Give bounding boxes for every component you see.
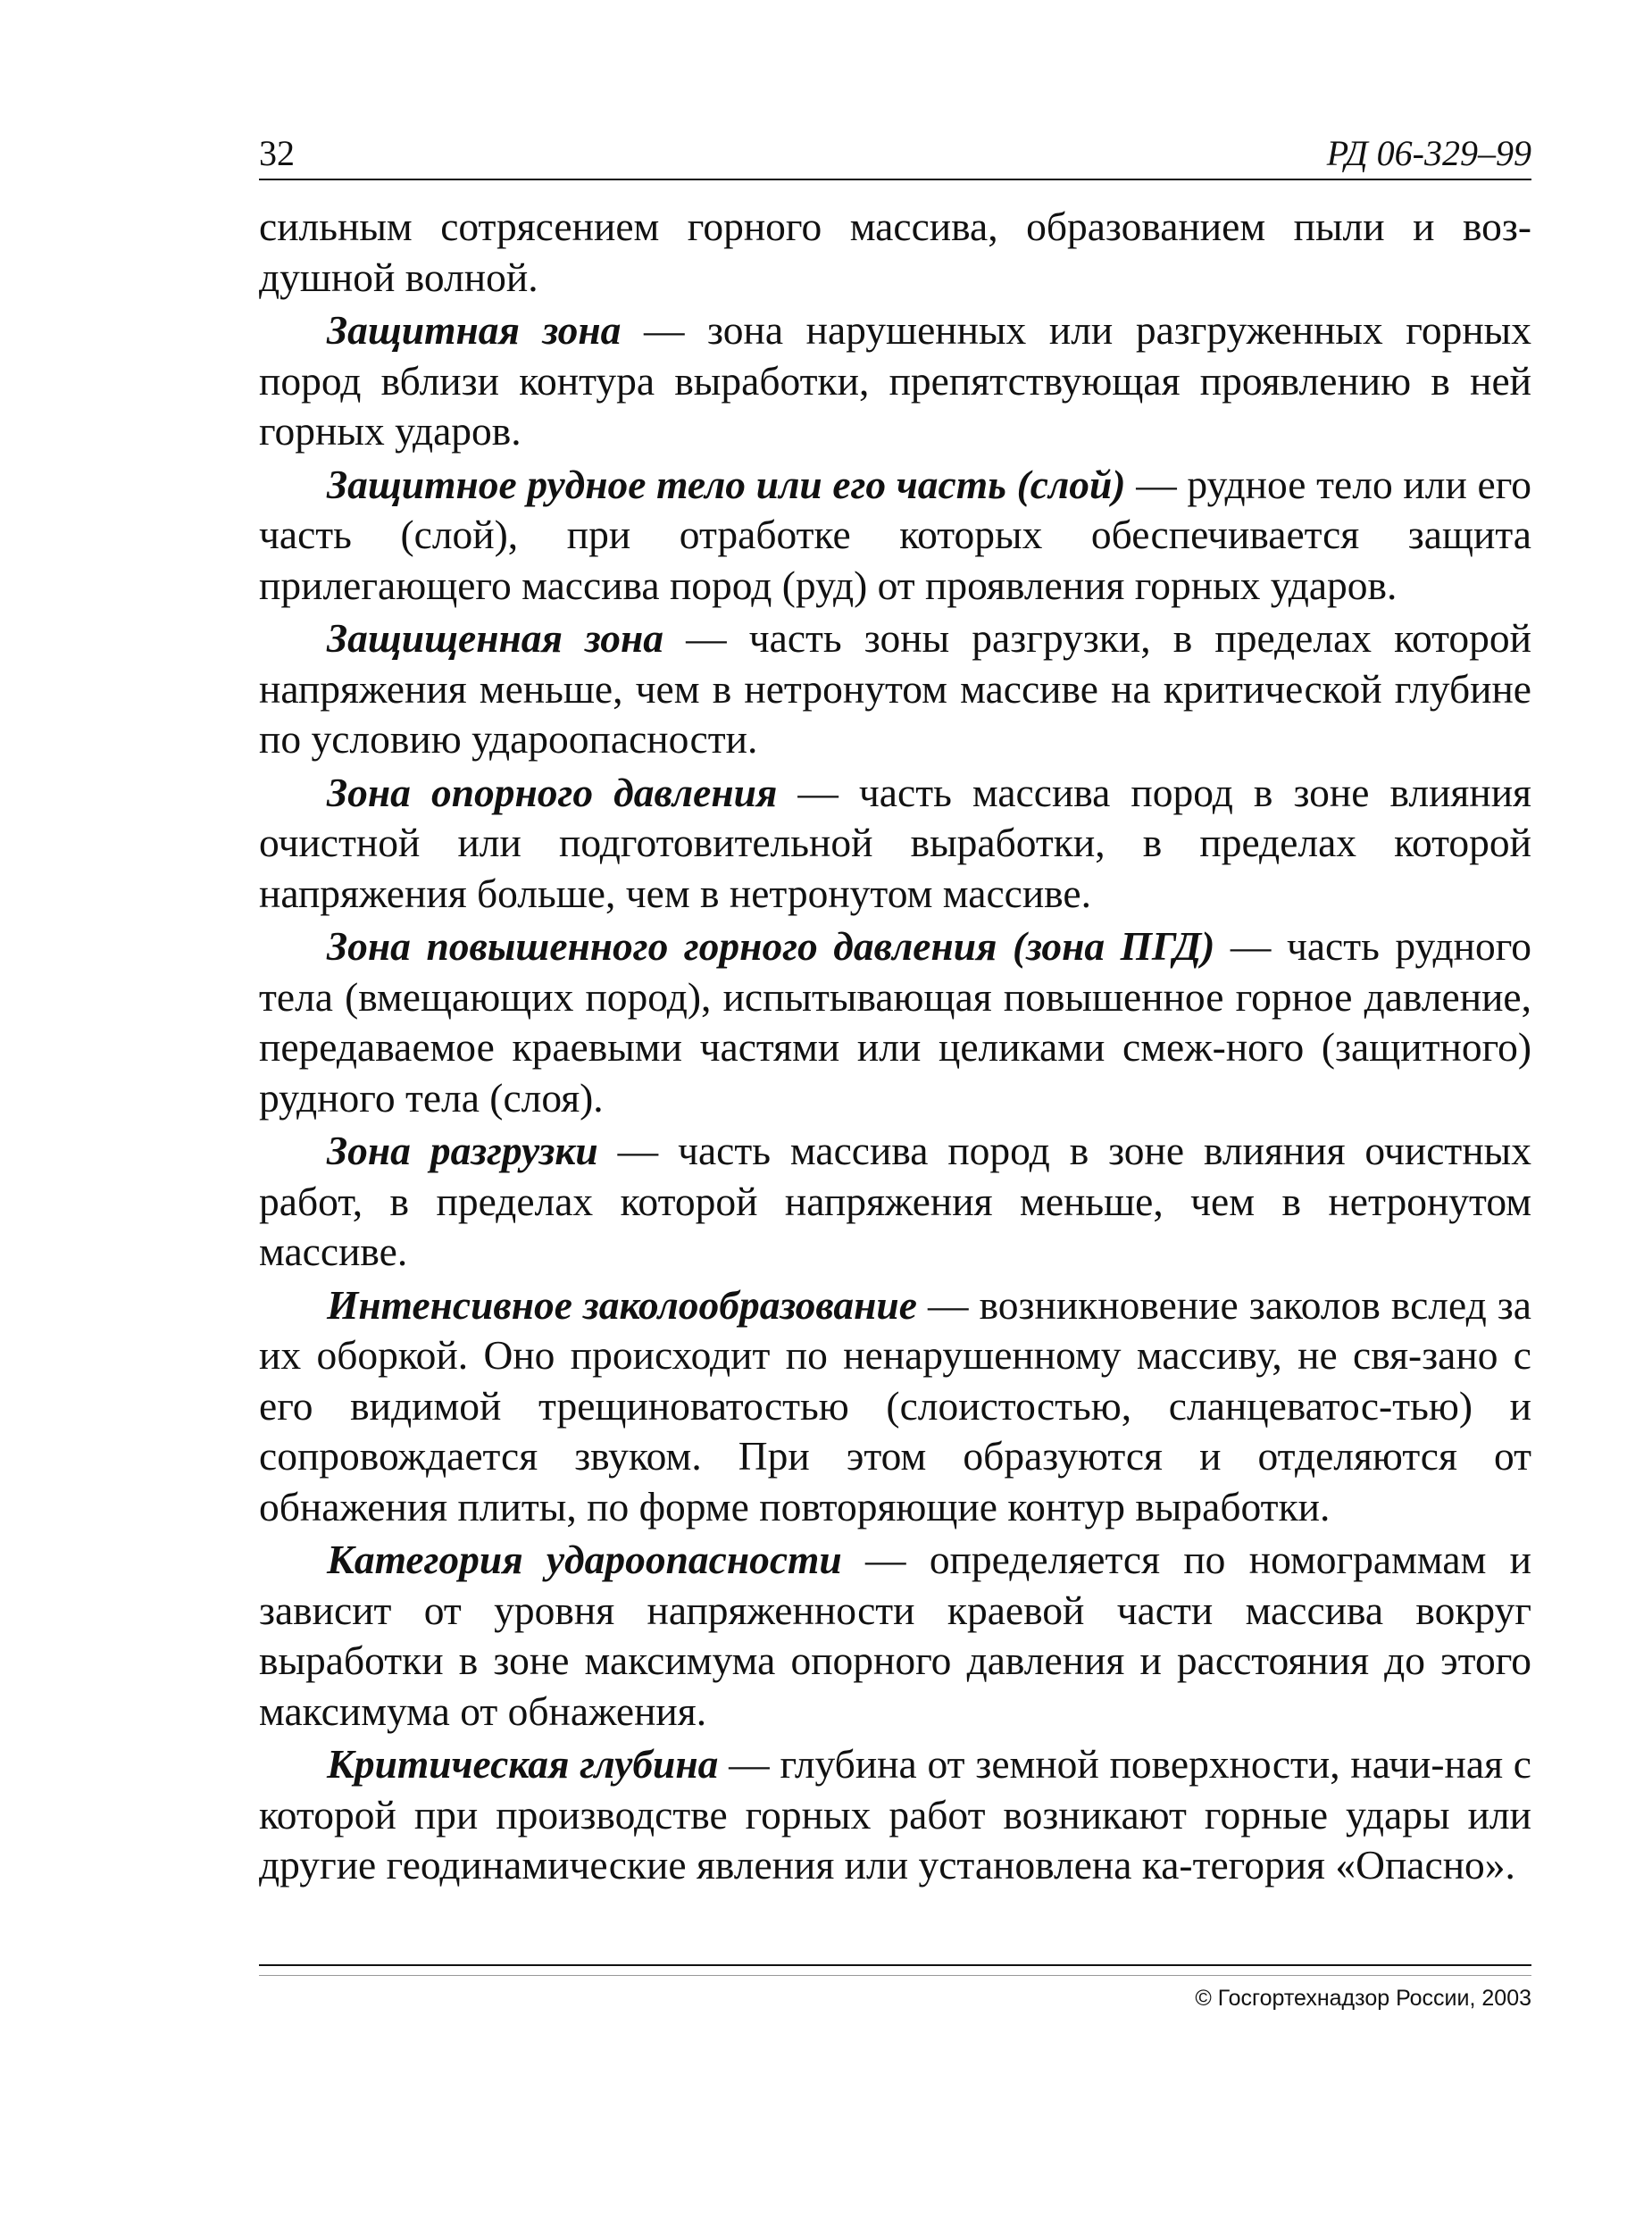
document-code: РД 06-329–99: [1326, 133, 1531, 173]
definition-paragraph: [259, 1535, 1531, 1737]
definition-text: — часть массива пород в зоне влияния очистной или подготовительной выработки, в пределах которой напряжения больше, чем в нетронутом массиве.: [259, 769, 1531, 916]
definition-text: — глубина от земной поверхности, начи-ная с которой при производстве горных работ возникают горные удары или другие геодинамические явления или установлена ка-тегория «Опасно».: [259, 1741, 1532, 1888]
definition-text: — возникновение заколов вслед за их оборкой. Оно происходит по ненарушенному массиву, не свя-зано с его видимой трещиноватостью (слоистостью, сланцеватос-тью) и сопровождается звуком. При этом образуются и отделяются от обнажения плиты, по форме повторяющие контур выработки.: [259, 1281, 1531, 1529]
definition-text: — зона нарушенных или разгруженных горных пород вблизи контура выработки, препятствующая проявлению в ней горных ударов.: [259, 307, 1532, 454]
definition-text: — определяется по номограммам и зависит от уровня напряженности краевой части массива вокруг выработки в зоне максимума опорного давления и расстояния до этого максимума от обнажения.: [259, 1537, 1532, 1734]
defined-term: Защитная зона: [327, 307, 622, 353]
definition-text: — рудное тело или его часть (слой), при отработке которых обеспечивается защита прилегающего массива пород (руд) от проявления горных ударов.: [259, 461, 1532, 608]
footer-rule: [259, 1964, 1531, 1966]
defined-term: Зона разгрузки: [327, 1128, 598, 1173]
definition-paragraph: [259, 1280, 1531, 1533]
definition-paragraph: [259, 305, 1531, 457]
paragraph: [259, 202, 1531, 303]
definition-paragraph: [259, 921, 1531, 1123]
defined-term: Защитное рудное тело или его часть (слой): [327, 461, 1126, 507]
defined-term: Критическая глубина: [327, 1741, 719, 1787]
footer-rule-secondary: [259, 1975, 1531, 1976]
definition-paragraph: [259, 768, 1531, 920]
paragraph-text: сильным сотрясением горного массива, образованием пыли и воз-душной волной.: [259, 204, 1531, 300]
definition-text: — часть рудного тела (вмещающих пород), испытывающая повышенное горное давление, передаваемое краевыми частями или целиками смеж-ного (защитного) рудного тела (слоя).: [259, 923, 1531, 1121]
definition-paragraph: [259, 460, 1531, 612]
definition-paragraph: [259, 613, 1531, 765]
definition-paragraph: [259, 1739, 1531, 1891]
defined-term: Интенсивное заколообразование: [327, 1281, 917, 1328]
copyright-notice: © Госгортехнадзор России, 2003: [1195, 1986, 1531, 2011]
defined-term: Зона опорного давления: [327, 769, 778, 815]
definition-text: — часть массива пород в зоне влияния очистных работ, в пределах которой напряжения меньше, чем в нетронутом массиве.: [259, 1128, 1531, 1274]
defined-term: Защищенная зона: [327, 615, 663, 661]
definition-text: — часть зоны разгрузки, в пределах которой напряжения меньше, чем в нетронутом массиве на критической глубине по условию удароопасности.: [259, 615, 1531, 762]
page-header: [259, 132, 1531, 180]
defined-term: Зона повышенного горного давления (зона ПГД): [327, 923, 1215, 969]
body-text: [259, 202, 1531, 1894]
page-number: 32: [259, 133, 295, 173]
definition-paragraph: [259, 1126, 1531, 1278]
defined-term: Категория удароопасности: [327, 1537, 842, 1582]
